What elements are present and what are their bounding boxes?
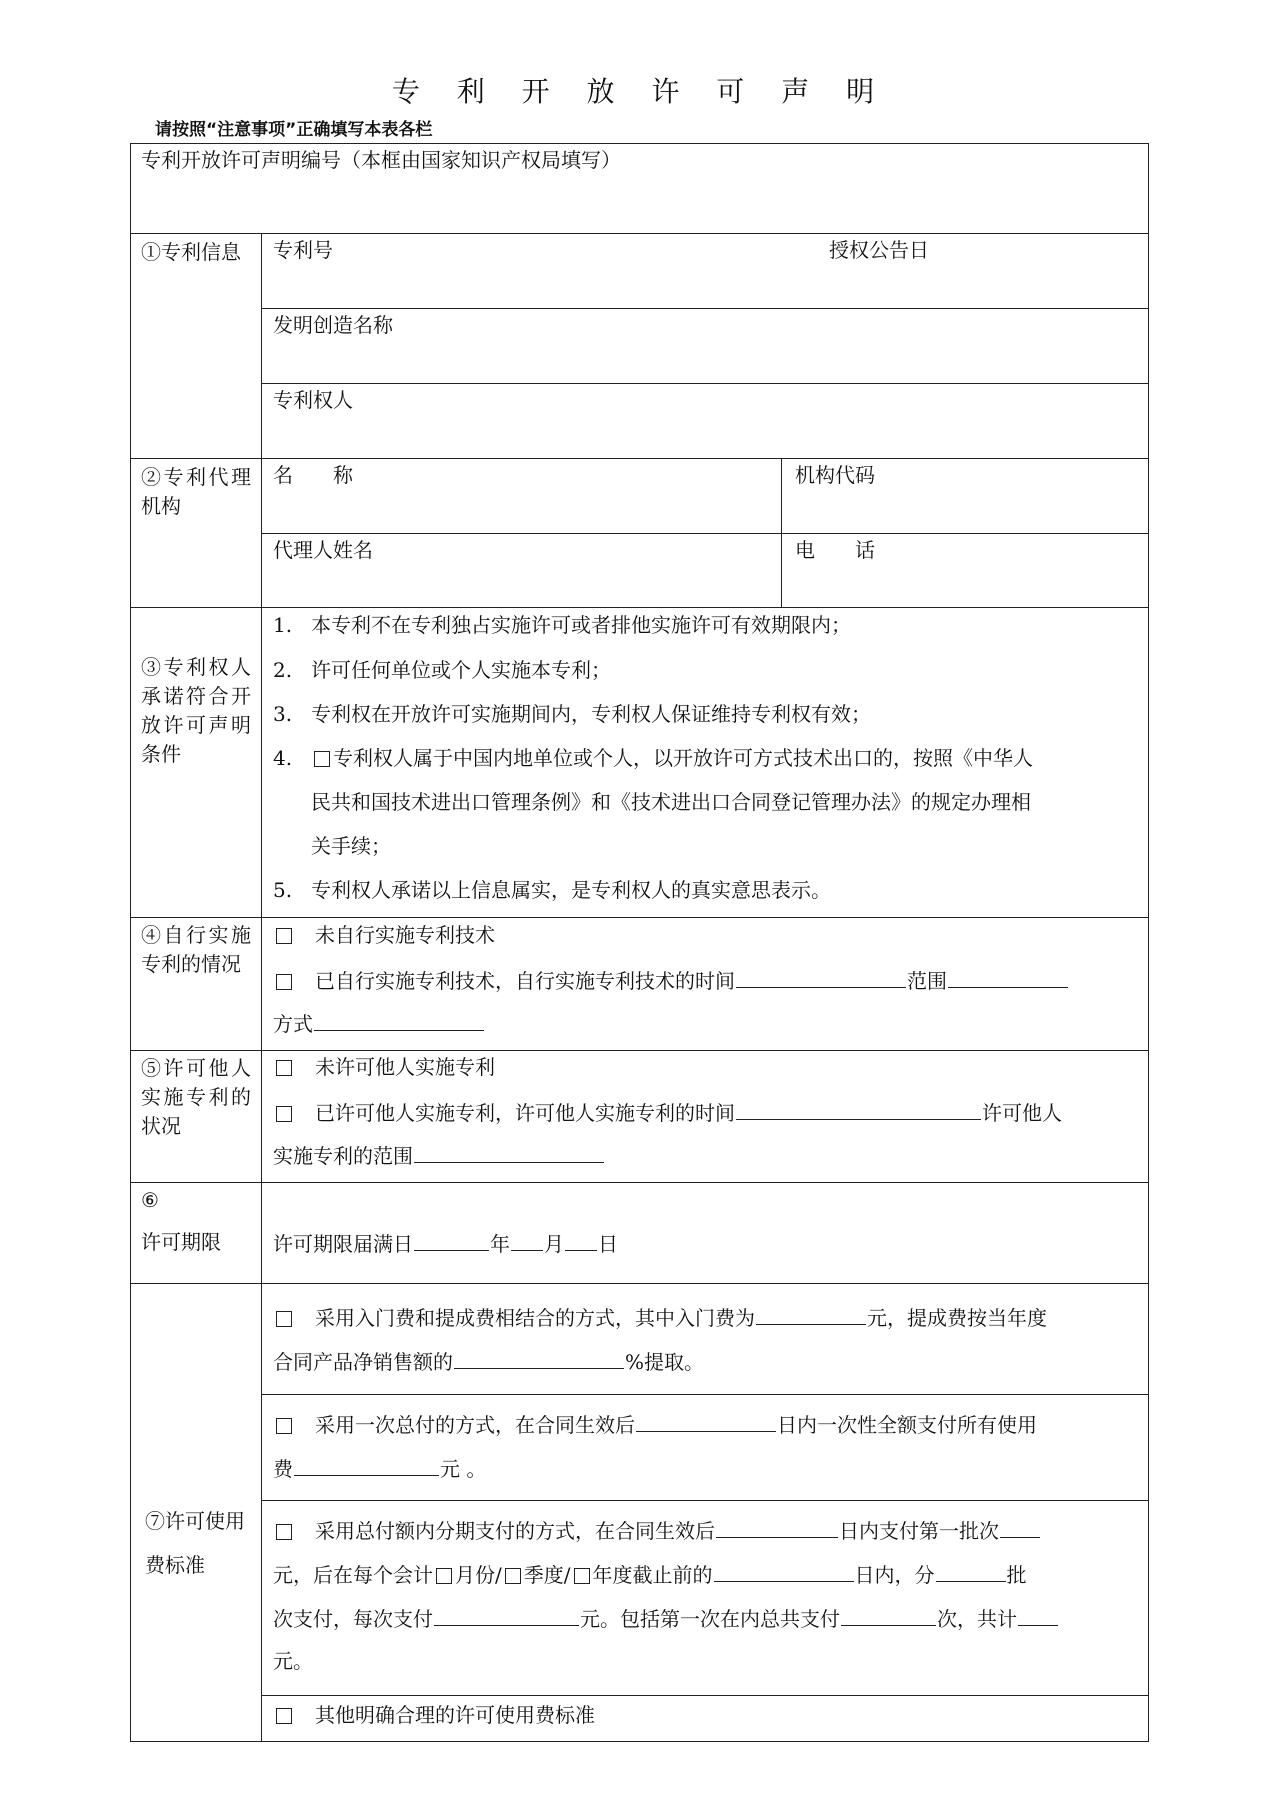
option-label: 未许可他人实施专利 [315, 1055, 495, 1079]
item-number: 1. [273, 613, 293, 637]
row-divider [261, 1500, 1148, 1501]
option-row [273, 1053, 495, 1081]
section-3-label: ③专利权人承诺符合开放许可声明条件 [141, 655, 251, 766]
license-time-blank[interactable] [736, 1097, 981, 1120]
option-label: 元 。 [440, 1457, 487, 1481]
option-label: 季度/ [523, 1563, 571, 1587]
option-row [273, 1302, 1047, 1332]
item-text: 民共和国技术进出口管理条例》和《技术进出口合同登记管理办法》的规定办理相 [311, 790, 1031, 814]
option-label: 元，提成费按当年度 [867, 1306, 1047, 1330]
option-row [273, 1559, 1027, 1589]
total-times-blank[interactable] [841, 1603, 936, 1626]
option-label: 未自行实施专利技术 [315, 923, 495, 947]
option-label: 次，共计 [937, 1607, 1017, 1631]
option-label: 已自行实施专利技术，自行实施专利技术的时间 [315, 969, 735, 993]
patentee-field[interactable]: 专利权人 [273, 388, 353, 412]
option-row [273, 1453, 486, 1483]
lump-sum-checkbox[interactable] [276, 1418, 292, 1434]
year-label: 年 [490, 1232, 510, 1256]
option-label: 其他明确合理的许可使用费标准 [315, 1703, 595, 1727]
item-text: 关手续； [311, 834, 391, 858]
licensed-checkbox[interactable] [276, 1106, 292, 1122]
option-label: 采用入门费和提成费相结合的方式，其中入门费为 [315, 1306, 755, 1330]
grant-date-field[interactable]: 授权公告日 [829, 238, 929, 262]
row-divider [131, 607, 1148, 608]
not-licensed-checkbox[interactable] [276, 1060, 292, 1076]
self-impl-method-blank[interactable] [314, 1008, 484, 1031]
item-text: 专利权在开放许可实施期间内，专利权人保证维持专利权有效； [311, 702, 871, 726]
option-row [273, 1346, 704, 1376]
item-number: 5. [273, 878, 293, 902]
day-label: 日 [598, 1232, 618, 1256]
option-row [273, 1008, 485, 1038]
option-label: 日内支付第一批次 [839, 1519, 999, 1543]
option-row [273, 1409, 1037, 1439]
section-6-label: 许可期限 [141, 1230, 221, 1254]
item-text: 许可任何单位或个人实施本专利； [311, 658, 611, 682]
expiry-label: 许可期限届满日 [273, 1232, 413, 1256]
item-number: 2. [273, 658, 293, 682]
item-text: 专利权人属于中国内地单位或个人，以开放许可方式技术出口的，按照《中华人 [333, 746, 1033, 770]
row-divider [131, 1050, 1148, 1051]
batch-count-blank[interactable] [936, 1559, 1006, 1582]
row-divider [261, 383, 1148, 384]
column-divider [261, 233, 262, 1741]
agent-name-field[interactable]: 代理人姓名 [273, 538, 373, 562]
section-7-label: ⑦许可使用费标准 [145, 1509, 245, 1577]
self-impl-scope-blank[interactable] [948, 965, 1068, 988]
option-label: 许可他人 [982, 1101, 1062, 1125]
commitment-item [273, 744, 1033, 772]
item-text: 专利权人承诺以上信息属实，是专利权人的真实意思表示。 [311, 878, 831, 902]
item-text: 本专利不在专利独占实施许可或者排他实施许可有效期限内； [311, 613, 851, 637]
option-row [273, 1701, 595, 1729]
option-label: 合同产品净销售额的 [273, 1350, 453, 1374]
row-divider [131, 917, 1148, 918]
invention-name-field[interactable]: 发明创造名称 [273, 313, 393, 337]
item-number: 3. [273, 702, 293, 726]
option-row [273, 1603, 1059, 1633]
option-label: 范围 [907, 969, 947, 993]
option-label: 日内一次性全额支付所有使用 [777, 1413, 1037, 1437]
declaration-number-field[interactable]: 专利开放许可声明编号（本框由国家知识产权局填写） [141, 148, 621, 172]
option-label: 采用总付额内分期支付的方式，在合同生效后 [315, 1519, 715, 1543]
option-label: 日内，分 [854, 1563, 935, 1587]
option-row [273, 1097, 1062, 1127]
not-self-implemented-checkbox[interactable] [276, 928, 292, 944]
license-scope-blank[interactable] [414, 1140, 604, 1163]
installment-checkbox[interactable] [276, 1524, 292, 1540]
technology-export-checkbox[interactable] [314, 751, 330, 767]
option-label: 次支付，每次支付 [273, 1607, 433, 1631]
row-divider [131, 1182, 1148, 1183]
row-divider [131, 1283, 1148, 1284]
lump-sum-days-blank[interactable] [636, 1409, 776, 1432]
month-label: 月 [544, 1232, 564, 1256]
option-label: 实施专利的范围 [273, 1144, 413, 1168]
expiry-month-blank[interactable] [511, 1228, 543, 1251]
option-label: 元。 [273, 1649, 313, 1673]
section-1-label: ①专利信息 [141, 240, 241, 264]
row-divider [261, 308, 1148, 309]
option-label: 月份/ [455, 1563, 502, 1587]
declaration-form [130, 143, 1149, 1742]
option-row [273, 1140, 605, 1170]
column-divider [781, 458, 782, 607]
option-label: 元。包括第一次在内总共支付 [580, 1607, 840, 1631]
entry-fee-royalty-checkbox[interactable] [276, 1311, 292, 1327]
commitment-item [273, 700, 871, 728]
option-label: 费 [273, 1457, 293, 1481]
expiry-row [273, 1228, 618, 1258]
page-title: 专 利 开 放 许 可 声 明 [391, 75, 889, 108]
yearly-checkbox[interactable] [574, 1568, 590, 1584]
expiry-year-blank[interactable] [414, 1228, 489, 1251]
option-row [273, 965, 1069, 995]
section-4-label: ④自行实施专利的情况 [141, 923, 251, 976]
row-divider [131, 458, 1148, 459]
option-label: %提取。 [625, 1350, 705, 1374]
commitment-item [273, 876, 831, 904]
option-row [273, 921, 495, 949]
section-2-label: ②专利代理机构 [141, 465, 251, 518]
commitment-item [273, 611, 851, 639]
section-5-label: ⑤许可他人实施专利的状况 [141, 1056, 251, 1138]
other-standard-checkbox[interactable] [276, 1708, 292, 1724]
each-payment-blank[interactable] [434, 1603, 579, 1626]
option-label: 年度截止前的 [592, 1563, 713, 1587]
option-label: 批 [1006, 1563, 1027, 1587]
row-divider [261, 1695, 1148, 1696]
option-label: 采用一次总付的方式，在合同生效后 [315, 1413, 635, 1437]
first-payment-blank[interactable] [1000, 1515, 1040, 1538]
patent-number-field[interactable]: 专利号 [273, 238, 333, 262]
phone-field[interactable]: 电 话 [795, 538, 875, 562]
org-code-field[interactable]: 机构代码 [795, 463, 875, 487]
monthly-checkbox[interactable] [436, 1568, 452, 1584]
row-divider [261, 1394, 1148, 1395]
installment-days-blank[interactable] [716, 1515, 838, 1538]
royalty-percent-blank[interactable] [454, 1346, 624, 1369]
option-label: 元，后在每个会计 [273, 1563, 433, 1587]
total-amount-blank[interactable] [1018, 1603, 1058, 1626]
option-label: 已许可他人实施专利，许可他人实施专利的时间 [315, 1101, 735, 1125]
item-number: 4. [273, 746, 293, 770]
row-divider [131, 233, 1148, 234]
commitment-item [273, 656, 611, 684]
self-impl-time-blank[interactable] [736, 965, 906, 988]
option-row [273, 1515, 1041, 1545]
row-divider [261, 533, 1148, 534]
expiry-day-blank[interactable] [565, 1228, 597, 1251]
section-6-number: ⑥ [141, 1188, 159, 1212]
entry-fee-blank[interactable] [756, 1302, 866, 1325]
quarterly-checkbox[interactable] [505, 1568, 521, 1584]
period-days-blank[interactable] [714, 1559, 854, 1582]
agency-name-field[interactable]: 名 称 [273, 463, 353, 487]
form-instruction: 请按照“注意事项”正确填写本表各栏 [155, 120, 433, 140]
lump-sum-amount-blank[interactable] [294, 1453, 439, 1476]
self-implemented-checkbox[interactable] [276, 974, 292, 990]
option-label: 方式 [273, 1012, 313, 1036]
